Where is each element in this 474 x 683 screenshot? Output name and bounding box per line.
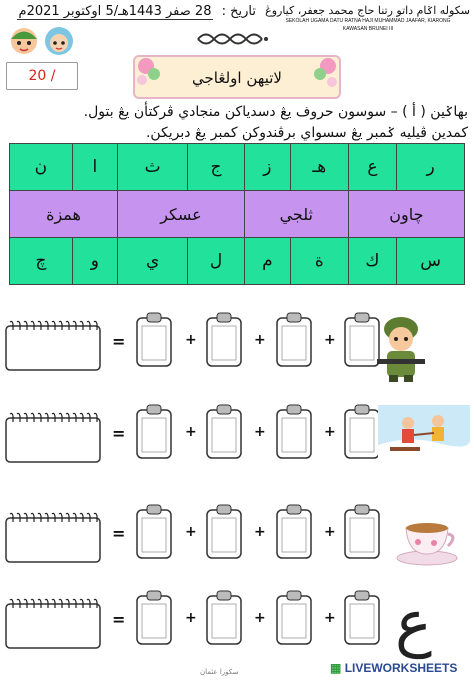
score-box[interactable]: 20 / — [6, 62, 78, 90]
letter-cell: هـ — [290, 144, 348, 191]
letter-cell: ل — [188, 238, 245, 285]
kids-cartoon-icon — [4, 26, 80, 58]
plus-sign: + — [324, 332, 336, 348]
letter-word-table — [9, 143, 465, 285]
letter-slot-clipboard[interactable] — [342, 590, 382, 646]
word-cell: چاون — [348, 191, 464, 238]
instructions — [6, 102, 468, 144]
letter-slot-clipboard[interactable] — [134, 404, 174, 460]
letter-slot-clipboard[interactable] — [134, 504, 174, 560]
letter-slot-clipboard[interactable] — [274, 404, 314, 460]
date-value: 28 صفر 1443هـ/5 اوکتوبر 2021م — [18, 4, 212, 19]
letter-slot-clipboard[interactable] — [274, 590, 314, 646]
children-snow-icon — [378, 405, 470, 463]
letter-cell: چ — [10, 238, 73, 285]
teacup-icon — [394, 516, 460, 566]
letter-cell: ز — [244, 144, 290, 191]
letter-slot-clipboard[interactable] — [204, 312, 244, 368]
plus-sign: + — [324, 610, 336, 626]
word-cell: ثلجي — [244, 191, 348, 238]
letter-slot-clipboard[interactable] — [204, 504, 244, 560]
letter-slot-clipboard[interactable] — [342, 404, 382, 460]
soldier-icon — [373, 313, 429, 383]
letter-slot-clipboard[interactable] — [342, 504, 382, 560]
letter-cell: ر — [397, 144, 465, 191]
answer-notepad[interactable] — [4, 512, 102, 564]
school-name-jawi: سکوله اݢام داتو رتنا حاج محمد جعفر، کياروڠ — [265, 4, 470, 17]
letter-slot-clipboard[interactable] — [134, 312, 174, 368]
letter-cell: ي — [118, 238, 188, 285]
instruction-line-1: بهاݢين ( أ ) – سوسون حروف يڠ دسدياکن منجادي ڤرکتأن يڠ بتول. — [83, 104, 468, 120]
letter-cell: م — [244, 238, 290, 285]
equals-sign: = — [112, 524, 126, 543]
ornament-divider-icon — [196, 28, 270, 50]
letter-cell: ث — [118, 144, 188, 191]
answer-notepad[interactable] — [4, 412, 102, 464]
letter-cell: ة — [290, 238, 348, 285]
letter-slot-clipboard[interactable] — [204, 404, 244, 460]
liveworksheets-logo — [330, 661, 470, 679]
letter-slot-clipboard[interactable] — [274, 504, 314, 560]
worksheet-title: لاتيهن اولڠاجي — [192, 69, 282, 87]
footer-author: سکورا عثمان — [200, 668, 239, 676]
school-name-rumi-1: SEKOLAH UGAMA DATU RATNA HAJI MUHAMMAD JAAFAR, KIARONG — [285, 18, 451, 24]
plus-sign: + — [324, 524, 336, 540]
table-row-letters-top — [10, 144, 465, 191]
word-cell: عسکر — [118, 191, 245, 238]
plus-sign: + — [185, 524, 197, 540]
equals-sign: = — [112, 332, 126, 351]
letter-cell: ن — [10, 144, 73, 191]
letter-cell: ا — [72, 144, 117, 191]
plus-sign: + — [185, 610, 197, 626]
word-cell: همزة — [10, 191, 118, 238]
letter-cell: ك — [348, 238, 397, 285]
plus-sign: + — [254, 524, 266, 540]
equals-sign: = — [112, 424, 126, 443]
plus-sign: + — [254, 332, 266, 348]
table-row-letters-bottom — [10, 238, 465, 285]
letter-cell: و — [72, 238, 117, 285]
plus-sign: + — [324, 424, 336, 440]
answer-notepad[interactable] — [4, 598, 102, 650]
plus-sign: + — [254, 424, 266, 440]
table-row-words — [10, 191, 465, 238]
date-label: تاريخ : — [221, 4, 256, 19]
instruction-line-2: کمدين ڤيليه ݢمبر يڠ سسواي برڤندوکن کمبر يڠ دبريکن. — [145, 125, 468, 141]
letter-slot-clipboard[interactable] — [274, 312, 314, 368]
ain-letter-picture: ع — [395, 586, 432, 659]
plus-sign: + — [185, 332, 197, 348]
school-header — [266, 4, 470, 50]
letter-slot-clipboard[interactable] — [204, 590, 244, 646]
plus-sign: + — [254, 610, 266, 626]
letter-cell: ج — [188, 144, 245, 191]
school-name-rumi-2: KAWASAN BRUNEI III — [342, 26, 394, 32]
plus-sign: + — [185, 424, 197, 440]
liveworksheets-logo-icon: ▦ — [330, 661, 342, 675]
date-line — [6, 4, 256, 24]
letter-cell: س — [397, 238, 465, 285]
letter-cell: ع — [348, 144, 397, 191]
liveworksheets-brand: LIVEWORKSHEETS — [344, 661, 458, 675]
equals-sign: = — [112, 610, 126, 629]
answer-notepad[interactable] — [4, 320, 102, 372]
letter-slot-clipboard[interactable] — [134, 590, 174, 646]
